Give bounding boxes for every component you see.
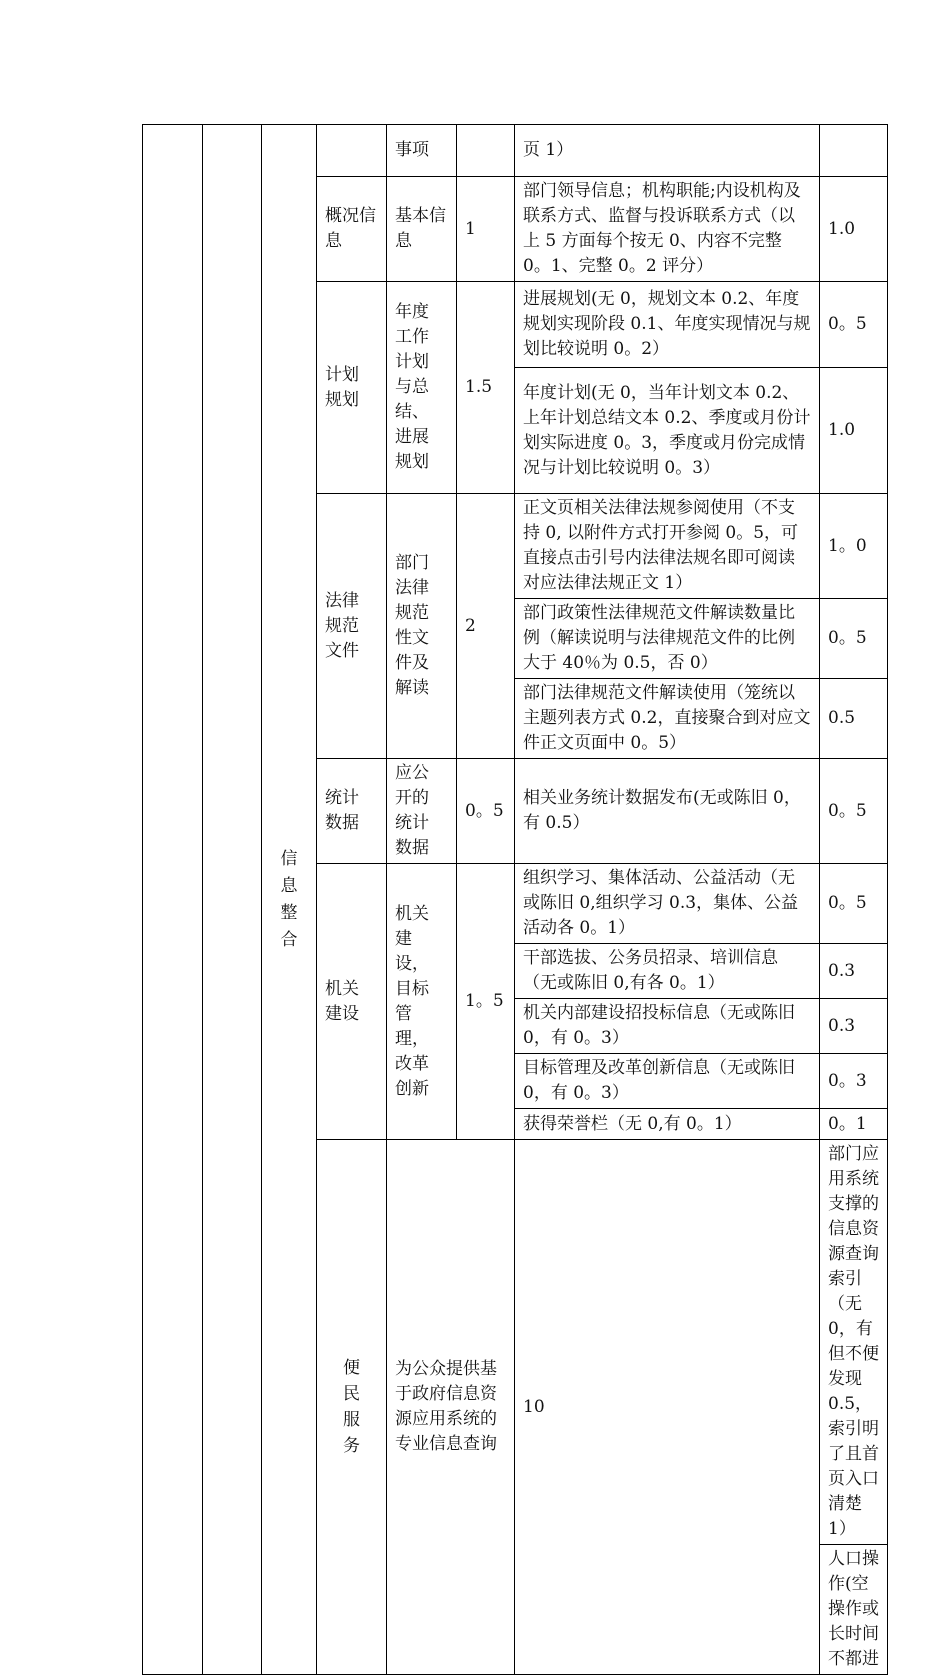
weight-overview: 1 [457,177,515,282]
score-honors: 0。1 [820,1109,888,1140]
weight-cell [457,125,515,177]
subcategory-cell [317,125,387,177]
col2-cell [203,125,262,1675]
criteria-overview: 部门领导信息；机构职能;内设机构及联系方式、监督与投诉联系方式（以上 5 方面每个按无 0、内容不完整 0。1、完整 0。2 评分） [515,177,820,282]
criteria-progress-plan: 进展规划(无 0，规划文本 0.2、年度规划实现阶段 0.1、年度实现情况与规划比较说明 0。2） [515,282,820,368]
score-cell [820,125,888,177]
score-overview: 1.0 [820,177,888,282]
item-organization: 机关建设，目标管理，改革创新 [387,864,457,1140]
score-bidding-info: 0.3 [820,999,888,1054]
criteria-statistics: 相关业务统计数据发布(无或陈旧 0，有 0.5） [515,759,820,864]
weight-organization: 1。5 [457,864,515,1140]
criteria-honors: 获得荣誉栏（无 0,有 0。1） [515,1109,820,1140]
score-policy-interpretation: 0。5 [820,599,888,679]
criteria-reform-info: 目标管理及改革创新信息（无或陈旧 0，有 0。3） [515,1054,820,1109]
criteria-annual-plan: 年度计划(无 0，当年计划文本 0.2、上年计划总结文本 0.2、季度或月份计划实际进度 0。3，季度或月份完成情况与计划比较说明 0。3） [515,368,820,494]
criteria-policy-interpretation: 部门政策性法律规范文件解读数量比例（解读说明与法律规范文件的比例大于 40％为 0.5，否 0） [515,599,820,679]
subcategory-organization: 机关建设 [317,864,387,1140]
col1-cell [143,125,203,1675]
criteria-cell: 页 1） [515,125,820,177]
category-info-integration: 信息整合 [262,125,317,1675]
weight-legal-docs: 2 [457,494,515,759]
item-cell: 事项 [387,125,457,177]
criteria-bidding-info: 机关内部建设招投标信息（无或陈旧 0，有 0。3） [515,999,820,1054]
weight-public-service: 10 [515,1140,820,1675]
criteria-interpretation-use: 部门法律规范文件解读使用（笼统以主题列表方式 0.2，直接聚合到对应文件正文页面中 0。5） [515,679,820,759]
subcategory-statistics: 统计数据 [317,759,387,864]
score-group-activities: 0。5 [820,864,888,944]
criteria-group-activities: 组织学习、集体活动、公益活动（无或陈旧 0,组织学习 0.3，集体、公益活动各 0。1） [515,864,820,944]
subcategory-info-query: 为公众提供基于政府信息资源应用系统的专业信息查询 [387,1140,515,1675]
item-annual-plan: 年度工作计划与总结、进展规划 [387,282,457,494]
criteria-entry-operation: 人口操作(空操作或长时间不都进 [820,1545,888,1675]
item-legal-docs: 部门法律规范性文件及解读 [387,494,457,759]
subcategory-overview: 概况信息 [317,177,387,282]
criteria-legal-reference: 正文页相关法律法规参阅使用（不支持 0, 以附件方式打开参阅 0。5，可直接点击引号内法律法规名即可阅读对应法律法规正文 1） [515,494,820,599]
score-statistics: 0。5 [820,759,888,864]
score-interpretation-use: 0.5 [820,679,888,759]
score-legal-reference: 1。0 [820,494,888,599]
score-cadre-selection: 0.3 [820,944,888,999]
item-statistics: 应公开的统计数据 [387,759,457,864]
criteria-cadre-selection: 干部选拔、公务员招录、培训信息（无或陈旧 0,有各 0。1） [515,944,820,999]
criteria-query-index: 部门应用系统支撑的信息资源查询索引（无 0，有但不便发现 0.5，索引明了且首页入口清楚 1） [820,1140,888,1545]
score-annual-plan: 1.0 [820,368,888,494]
evaluation-table [142,124,888,1675]
item-basic-info: 基本信息 [387,177,457,282]
subcategory-planning: 计划规划 [317,282,387,494]
category-public-service: 便民服务 [317,1140,387,1675]
weight-statistics: 0。5 [457,759,515,864]
score-reform-info: 0。3 [820,1054,888,1109]
score-progress-plan: 0。5 [820,282,888,368]
weight-planning: 1.5 [457,282,515,494]
subcategory-legal-docs: 法律规范文件 [317,494,387,759]
